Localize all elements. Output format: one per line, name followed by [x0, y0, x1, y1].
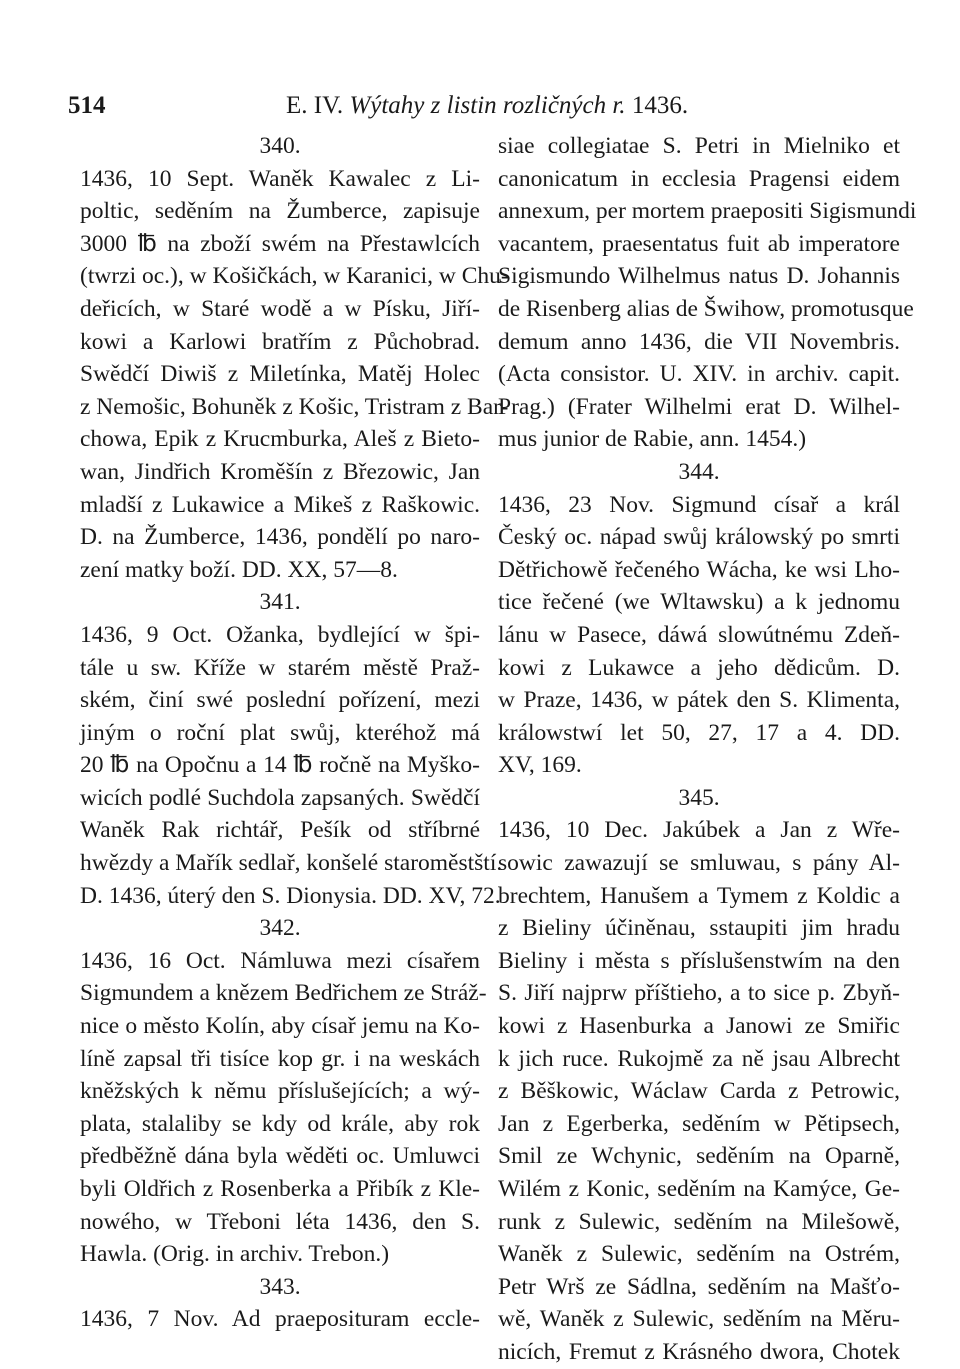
text-line: králowstwí let 50, 27, 17 a 4. DD.	[498, 719, 900, 746]
text-line: Dětřichowě řečeného Wácha, ke wsi Lho-	[498, 556, 900, 583]
running-header	[68, 92, 928, 126]
text-line: wě, Waněk z Sulewic, seděním na Měru-	[498, 1306, 900, 1333]
text-line: líně zapsal tři tisíce kop gr. i na weskách	[80, 1045, 480, 1072]
text-line: 1436, 10 Dec. Jakúbek a Jan z Wře-	[498, 817, 900, 844]
text-line: nowého, w Třeboni léta 1436, den S.	[80, 1208, 480, 1235]
text-line: hwězdy a Mařík sedlař, konšelé staroměstští.	[80, 850, 503, 877]
text-line: 1436, 10 Sept. Waněk Kawalec z Li-	[80, 165, 480, 192]
text-line: 1436, 9 Oct. Ožanka, bydlející w špi-	[80, 621, 480, 648]
text-line: sowic zawazují se smluwau, s pány Al-	[498, 850, 900, 877]
entry-number: 342.	[259, 915, 301, 942]
text-line: Smil ze Wchynic, seděním na Oparně,	[498, 1143, 900, 1170]
text-line: mladší z Lukawice a Mikeš z Raškowic.	[80, 491, 480, 518]
text-line: wan, Jindřich Kroměšín z Březowic, Jan	[80, 458, 480, 485]
section-label: E. IV.	[286, 92, 344, 119]
text-line: Wilém z Konic, seděním na Kamýce, Ge-	[498, 1176, 900, 1202]
entry-number: 345.	[678, 784, 720, 811]
text-line: Sigmundem a knězem Bedřichem ze Stráž-	[80, 980, 487, 1007]
text-line: lánu w Pasece, dáwá slowútnému Zdeň-	[498, 621, 900, 648]
text-line: tále u sw. Kříže w starém městě Praž-	[80, 654, 480, 681]
text-line: chowa, Epik z Krucmburka, Aleš z Bieto-	[80, 426, 480, 453]
text-line: plata, stalaliby se kdy od krále, aby rok	[80, 1110, 480, 1137]
page-number: 514	[68, 92, 106, 119]
text-line: (Acta consistor. U. XIV. in archiv. capit.	[498, 361, 900, 388]
text-line: 1436, 16 Oct. Námluwa mezi císařem	[80, 947, 480, 974]
text-line: vacantem, praesentatus fuit ab imperatore	[498, 230, 900, 257]
text-line: ském, činí swé poslední pořízení, mezi	[80, 687, 480, 714]
text-line: Petr Wrš ze Sádlna, seděním na Mašťo-	[498, 1273, 900, 1300]
text-line: nice o město Kolín, aby císař jemu na Ko-	[80, 1013, 480, 1040]
text-line: kněžských k němu příslušejících; a wý-	[80, 1078, 480, 1105]
text-line: nicích, Fremut z Krásného dwora, Chotek	[498, 1338, 900, 1365]
text-line: Waněk z Sulewic, seděním na Ostrém,	[498, 1241, 900, 1268]
text-line: Český oc. nápad swůj králowský po smrti	[498, 524, 900, 551]
text-line: poltic, seděním na Žumberce, zapisuje	[80, 198, 480, 225]
text-line: zení matky boží. DD. XX, 57—8.	[80, 556, 398, 583]
entry-number: 340.	[259, 133, 301, 159]
text-line: D. na Žumberce, 1436, pondělí po naro-	[80, 524, 480, 551]
text-line: 20 ℔ na Opočnu a 14 ℔ ročně na Myško-	[80, 752, 480, 779]
running-title	[286, 92, 688, 120]
text-line: jiným o roční plat swůj, kteréhož má	[80, 719, 480, 746]
text-line: mus junior de Rabie, ann. 1454.)	[498, 426, 807, 453]
text-line: XV, 169.	[498, 752, 582, 779]
text-line: z Běškowic, Wáclaw Carda z Petrowic,	[498, 1078, 900, 1105]
text-line: z Bieliny účiněnau, sstaupiti jim hradu	[498, 915, 900, 942]
text-line: annexum, per mortem praepositi Sigismundi	[498, 198, 917, 225]
text-line: kowi z Lukawce a jeho dědicům. D.	[498, 654, 900, 681]
entry-number: 344.	[678, 458, 720, 485]
text-line: w Praze, 1436, w pátek den S. Klimenta,	[498, 687, 900, 714]
title-year: 1436.	[631, 92, 689, 119]
text-line: byli Oldřich z Rosenberka a Přibík z Kle-	[80, 1176, 480, 1202]
text-line: předběžně dána byla wěděti oc. Umluwci	[80, 1143, 480, 1170]
text-line: Prag.) (Frater Wilhelmi erat D. Wilhel-	[498, 393, 900, 420]
text-line: kowi z Hasenburka a Janowi ze Smiřic	[498, 1013, 900, 1040]
text-line: Bieliny i města s příslušenstwím na den	[498, 947, 900, 974]
text-line: Waněk Rak richtář, Pešík od stříbrné	[80, 817, 480, 844]
text-line: Jan z Egerberka, seděním w Pětipsech,	[498, 1110, 900, 1137]
text-line: siae collegiatae S. Petri in Mielniko et	[498, 133, 900, 159]
text-line: 3000 ℔ na zboží swém na Přestawlcích	[80, 230, 480, 257]
text-line: Swědčí Diwiš z Miletínka, Matěj Holec	[80, 361, 480, 388]
text-line: 1436, 23 Nov. Sigmund císař a král	[498, 491, 900, 518]
left-column	[80, 130, 509, 1336]
text-line: demum anno 1436, die VII Novembris.	[498, 328, 900, 355]
text-line: runk z Sulewic, seděním na Milešowě,	[498, 1208, 900, 1235]
text-line: de Risenberg alias de Šwihow, promotusque	[498, 295, 914, 322]
text-line: kowi a Karlowi bratřím z Půchobrad.	[80, 328, 480, 355]
entry-number: 343.	[259, 1273, 301, 1300]
text-line: brechtem, Hanušem a Tymem z Koldic a	[498, 882, 900, 909]
text-line: k jich ruce. Rukojmě za ně jsau Albrecht	[498, 1045, 900, 1072]
right-column	[498, 130, 917, 1369]
text-line: z Nemošic, Bohuněk z Košic, Tristram z Bar-	[80, 393, 509, 420]
entry-number: 341.	[259, 589, 301, 616]
text-line: Hawla. (Orig. in archiv. Trebon.)	[80, 1241, 390, 1268]
text-line: 1436, 7 Nov. Ad praeposituram eccle-	[80, 1306, 480, 1333]
title-italic: Wýtahy z listin rozličných r.	[349, 92, 626, 119]
text-line: deřicích, w Staré wodě a w Písku, Jiří-	[80, 295, 480, 322]
text-line: wicích podlé Suchdola zapsaných. Swědčí	[80, 784, 480, 811]
text-line: tice řečené (we Wltawsku) a k jednomu	[498, 589, 900, 616]
text-line: Sigismundo Wilhelmus natus D. Johannis	[498, 263, 900, 290]
text-line: canonicatum in ecclesia Pragensi eidem	[498, 165, 900, 192]
text-line: S. Jiří najprw příštieho, a to sice p. Zbyň-	[498, 980, 900, 1007]
text-line: D. 1436, úterý den S. Dionysia. DD. XV, 72.	[80, 882, 501, 909]
text-line: (twrzi oc.), w Košičkách, w Karanici, w Chu-	[80, 263, 509, 290]
